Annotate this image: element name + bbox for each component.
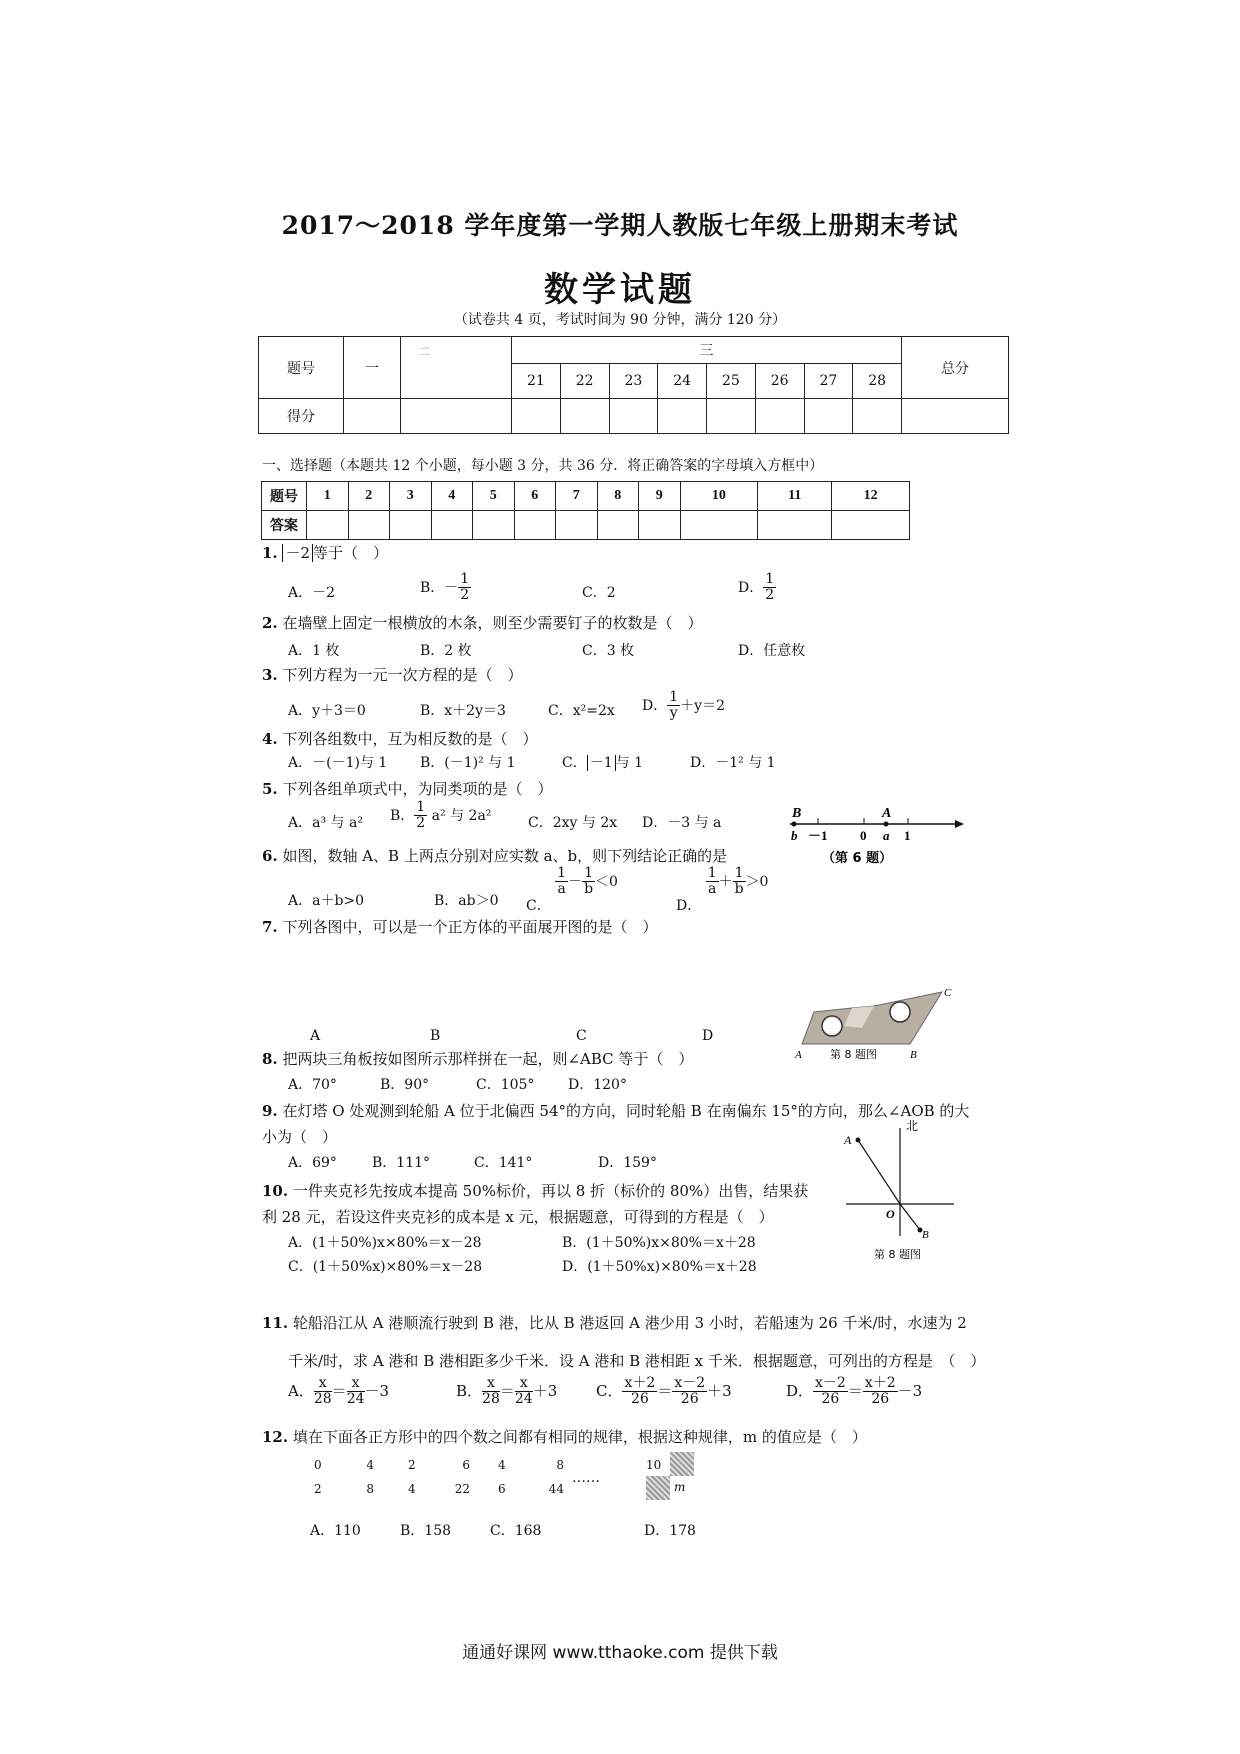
q2-option-b[interactable]: B．2 枚: [420, 643, 472, 659]
q6-option-a[interactable]: A．a＋b>0: [288, 893, 365, 909]
score-cell[interactable]: [344, 399, 401, 434]
q2-option-a[interactable]: A．1 枚: [288, 643, 340, 659]
answer-cell[interactable]: [597, 511, 639, 540]
number-square: 4 8 6 44: [498, 1458, 564, 1496]
q4-option-c[interactable]: C． －1 与 1: [562, 755, 643, 771]
north-label: 北: [906, 1119, 919, 1133]
footer-credit: 通通好课网 www.tthaoke.com 提供下载: [462, 1643, 778, 1663]
score-cell[interactable]: [707, 399, 756, 434]
point-A-label: A: [882, 806, 892, 821]
answer-cell[interactable]: [758, 511, 832, 540]
question-11-line2: 千米/时，求 A 港和 B 港相距多少千米．设 A 港和 B 港相距 x 千米．根据题意，可列出的方程是 （ ）: [288, 1352, 986, 1370]
q11-option-b[interactable]: B． $\frac{x}{28}$ ＝ $\frac{x}{24}$ ＋3: [456, 1375, 558, 1408]
answer-number: 6: [514, 482, 556, 511]
question-2: 2. 在墙壁上固定一根横放的木条，则至少需要钉子的枚数是（ ）: [262, 614, 703, 632]
question-9: 9. 在灯塔 O 处观测到轮船 A 位于北偏西 54°的方向，同时轮船 B 在南偏东 15°的方向，那么∠AOB 的大: [262, 1102, 970, 1120]
exam-title: 2017～2018 学年度第一学期人教版七年级上册期末考试: [281, 211, 959, 240]
answer-cell[interactable]: [473, 511, 515, 540]
q9-figure-caption: 第 8 题图: [874, 1248, 921, 1261]
exam-subtitle: 数学试题: [544, 270, 696, 310]
number-square-last: 10 m: [646, 1452, 716, 1500]
answer-table: [261, 481, 910, 540]
answer-table-label: 题号: [262, 482, 307, 511]
score-col-one: 一: [344, 337, 401, 399]
question-4: 4. 下列各组数中，互为相反数的是（ ）: [262, 730, 538, 748]
b-label: b: [791, 828, 798, 843]
answer-cell[interactable]: [390, 511, 432, 540]
score-cell[interactable]: [658, 399, 707, 434]
score-row-label: 得分: [259, 399, 344, 434]
q8-option-a[interactable]: A．70°: [288, 1077, 337, 1093]
q10-option-b[interactable]: B．(1＋50%)x×80%＝x＋28: [562, 1235, 756, 1251]
score-cell[interactable]: [804, 399, 853, 434]
score-num: 28: [853, 364, 902, 399]
answer-number: 9: [639, 482, 681, 511]
answer-number: 12: [832, 482, 910, 511]
q5-option-b[interactable]: B． $\frac{1}{2}$ a² 与 2a²: [390, 799, 492, 832]
score-cell[interactable]: [755, 399, 804, 434]
answer-number: 11: [758, 482, 832, 511]
answer-number: 10: [680, 482, 758, 511]
point-B: B: [910, 1049, 917, 1061]
q3-option-c[interactable]: C．x²=2x: [548, 703, 615, 719]
a-label: a: [883, 828, 890, 843]
score-num: 26: [755, 364, 804, 399]
q1-option-b[interactable]: B．－ $\frac{1}{2}$: [420, 571, 470, 604]
answer-number: 5: [473, 482, 515, 511]
score-cell[interactable]: [512, 399, 561, 434]
q8-option-d[interactable]: D．120°: [568, 1077, 627, 1093]
answer-cell[interactable]: [514, 511, 556, 540]
q12-option-a[interactable]: A．110: [310, 1523, 361, 1539]
section1-heading: 一、选择题（本题共 12 个小题，每小题 3 分，共 36 分．将正确答案的字母填入方框中）: [262, 458, 824, 474]
score-num: 21: [512, 364, 561, 399]
score-col-total: 总分: [902, 337, 1009, 399]
answer-cell[interactable]: [431, 511, 473, 540]
q10-option-c[interactable]: C．(1＋50%x)×80%＝x－28: [288, 1259, 483, 1275]
point-O: O: [886, 1207, 895, 1221]
q4-option-a[interactable]: A．－(－1)与 1: [288, 755, 388, 771]
score-col-two: 二: [401, 337, 512, 399]
one-label: 1: [904, 828, 911, 843]
question-8: 8. 把两块三角板按如图所示那样拼在一起，则∠ABC 等于（ ）: [262, 1050, 694, 1068]
question-12: 12. 填在下面各正方形中的四个数之间都有相同的规律，根据这种规律，m 的值应是（ ）: [262, 1428, 867, 1446]
answer-cell[interactable]: [556, 511, 598, 540]
point-C: C: [944, 987, 952, 999]
question-6: 6. 如图，数轴 A、B 上两点分别对应实数 a、b，则下列结论正确的是: [262, 847, 728, 865]
q8-triangles-figure: [792, 986, 962, 1062]
answer-number: 2: [348, 482, 390, 511]
q8-option-c[interactable]: C．105°: [476, 1077, 535, 1093]
q9-option-b[interactable]: B．111°: [372, 1155, 431, 1171]
q8-option-b[interactable]: B．90°: [380, 1077, 430, 1093]
zero-label: 0: [860, 828, 867, 843]
point-A: A: [844, 1133, 852, 1147]
score-num: 27: [804, 364, 853, 399]
score-cell[interactable]: [853, 399, 902, 434]
answer-cell[interactable]: [639, 511, 681, 540]
score-cell[interactable]: [401, 399, 512, 434]
exam-note: （试卷共 4 页，考试时间为 90 分钟，满分 120 分）: [453, 312, 787, 328]
q11-option-d[interactable]: D． $\frac{x-2}{26}$ ＝ $\frac{x+2}{26}$ －3: [786, 1375, 923, 1408]
q11-option-a[interactable]: A． $\frac{x}{28}$ ＝ $\frac{x}{24}$ －3: [288, 1375, 390, 1408]
q7-option-c[interactable]: C: [576, 1028, 587, 1044]
q1-option-d[interactable]: D． $\frac{1}{2}$: [738, 571, 775, 604]
score-cell[interactable]: [609, 399, 658, 434]
q1-option-a[interactable]: A．－2: [288, 585, 336, 601]
q12-option-c[interactable]: C．168: [490, 1523, 542, 1539]
question-5: 5. 下列各组单项式中，为同类项的是（ ）: [262, 780, 553, 798]
continuation-dots: ……: [572, 1470, 600, 1486]
answer-number: 7: [556, 482, 598, 511]
q7-option-a[interactable]: A: [310, 1028, 321, 1044]
q6-option-d[interactable]: D． $\frac{1}{a}$ ＋ $\frac{1}{b}$ ＞0: [676, 865, 769, 914]
question-9-line2: 小为（ ）: [262, 1128, 338, 1146]
q4-option-d[interactable]: D．－1² 与 1: [690, 755, 776, 771]
score-num: 22: [560, 364, 609, 399]
q9-option-d[interactable]: D．159°: [598, 1155, 657, 1171]
score-cell[interactable]: [902, 399, 1009, 434]
q1-option-c[interactable]: C．2: [582, 585, 616, 601]
question-1: 1. －2 等于（ ）: [262, 544, 389, 562]
question-10-line2: 利 28 元，若设这件夹克衫的成本是 x 元，根据题意，可得到的方程是（ ）: [262, 1208, 774, 1226]
score-num: 24: [658, 364, 707, 399]
q12-option-b[interactable]: B．158: [400, 1523, 452, 1539]
point-B-label: B: [792, 806, 802, 821]
answer-number: 1: [307, 482, 349, 511]
q6-number-line-figure: [780, 806, 965, 868]
q4-option-b[interactable]: B．(－1)² 与 1: [420, 755, 516, 771]
q5-option-a[interactable]: A．a³ 与 a²: [288, 815, 363, 831]
answer-number: 4: [431, 482, 473, 511]
q3-option-b[interactable]: B．x＋2y＝3: [420, 703, 506, 719]
q6-option-b[interactable]: B．ab＞0: [434, 893, 499, 909]
number-square: 2 6 4 22: [408, 1458, 470, 1496]
q2-option-c[interactable]: C．3 枚: [582, 643, 635, 659]
question-10: 10. 一件夹克衫先按成本提高 50%标价，再以 8 折（标价的 80%）出售，结果获: [262, 1182, 809, 1200]
answer-number: 3: [390, 482, 432, 511]
q9-option-a[interactable]: A．69°: [288, 1155, 337, 1171]
q3-option-d[interactable]: D． $\frac{1}{y}$ ＋y＝2: [642, 689, 725, 722]
number-square: 0 4 2 8: [314, 1458, 374, 1496]
score-num: 23: [609, 364, 658, 399]
q10-option-d[interactable]: D．(1＋50%x)×80%＝x＋28: [562, 1259, 757, 1275]
q5-option-c[interactable]: C．2xy 与 2x: [528, 815, 618, 831]
score-table: [258, 336, 1009, 434]
point-B: B: [922, 1229, 929, 1241]
answer-cell[interactable]: [832, 511, 910, 540]
answer-cell[interactable]: [348, 511, 390, 540]
abs-value: －2: [282, 544, 313, 562]
question-11: 11. 轮船沿江从 A 港顺流行驶到 B 港，比从 B 港返回 A 港少用 3 小时，若船速为 26 千米/时，水速为 2: [262, 1314, 967, 1332]
score-table-label: 题号: [259, 337, 344, 399]
q6-option-c[interactable]: C． $\frac{1}{a}$ － $\frac{1}{b}$ ＜0: [526, 865, 618, 914]
q7-option-d[interactable]: D: [702, 1028, 714, 1044]
q5-option-d[interactable]: D．－3 与 a: [642, 815, 722, 831]
q10-option-a[interactable]: A．(1＋50%)x×80%＝x－28: [288, 1235, 482, 1251]
answer-cell[interactable]: [680, 511, 758, 540]
score-col-three: 三: [512, 337, 902, 364]
q6-figure-caption: （第 6 题）: [822, 851, 893, 866]
answer-cell[interactable]: [307, 511, 349, 540]
q9-option-c[interactable]: C．141°: [474, 1155, 533, 1171]
point-A: A: [795, 1049, 802, 1061]
q8-figure-caption: 第 8 题图: [830, 1048, 877, 1061]
score-cell[interactable]: [560, 399, 609, 434]
q2-option-d[interactable]: D．任意枚: [738, 643, 806, 659]
score-num: 25: [707, 364, 756, 399]
q3-option-a[interactable]: A．y＋3＝0: [288, 703, 366, 719]
q12-option-d[interactable]: D．178: [644, 1523, 696, 1539]
question-7: 7. 下列各图中，可以是一个正方体的平面展开图的是（ ）: [262, 918, 658, 936]
answer-number: 8: [597, 482, 639, 511]
q11-option-c[interactable]: C． $\frac{x+2}{26}$ ＝ $\frac{x-2}{26}$ ＋3: [596, 1375, 732, 1408]
neg-one-label: －1: [808, 828, 828, 843]
q7-option-b[interactable]: B: [430, 1028, 441, 1044]
q9-direction-figure: [838, 1118, 958, 1266]
question-3: 3. 下列方程为一元一次方程的是（ ）: [262, 666, 523, 684]
answer-row-label: 答案: [262, 511, 307, 540]
